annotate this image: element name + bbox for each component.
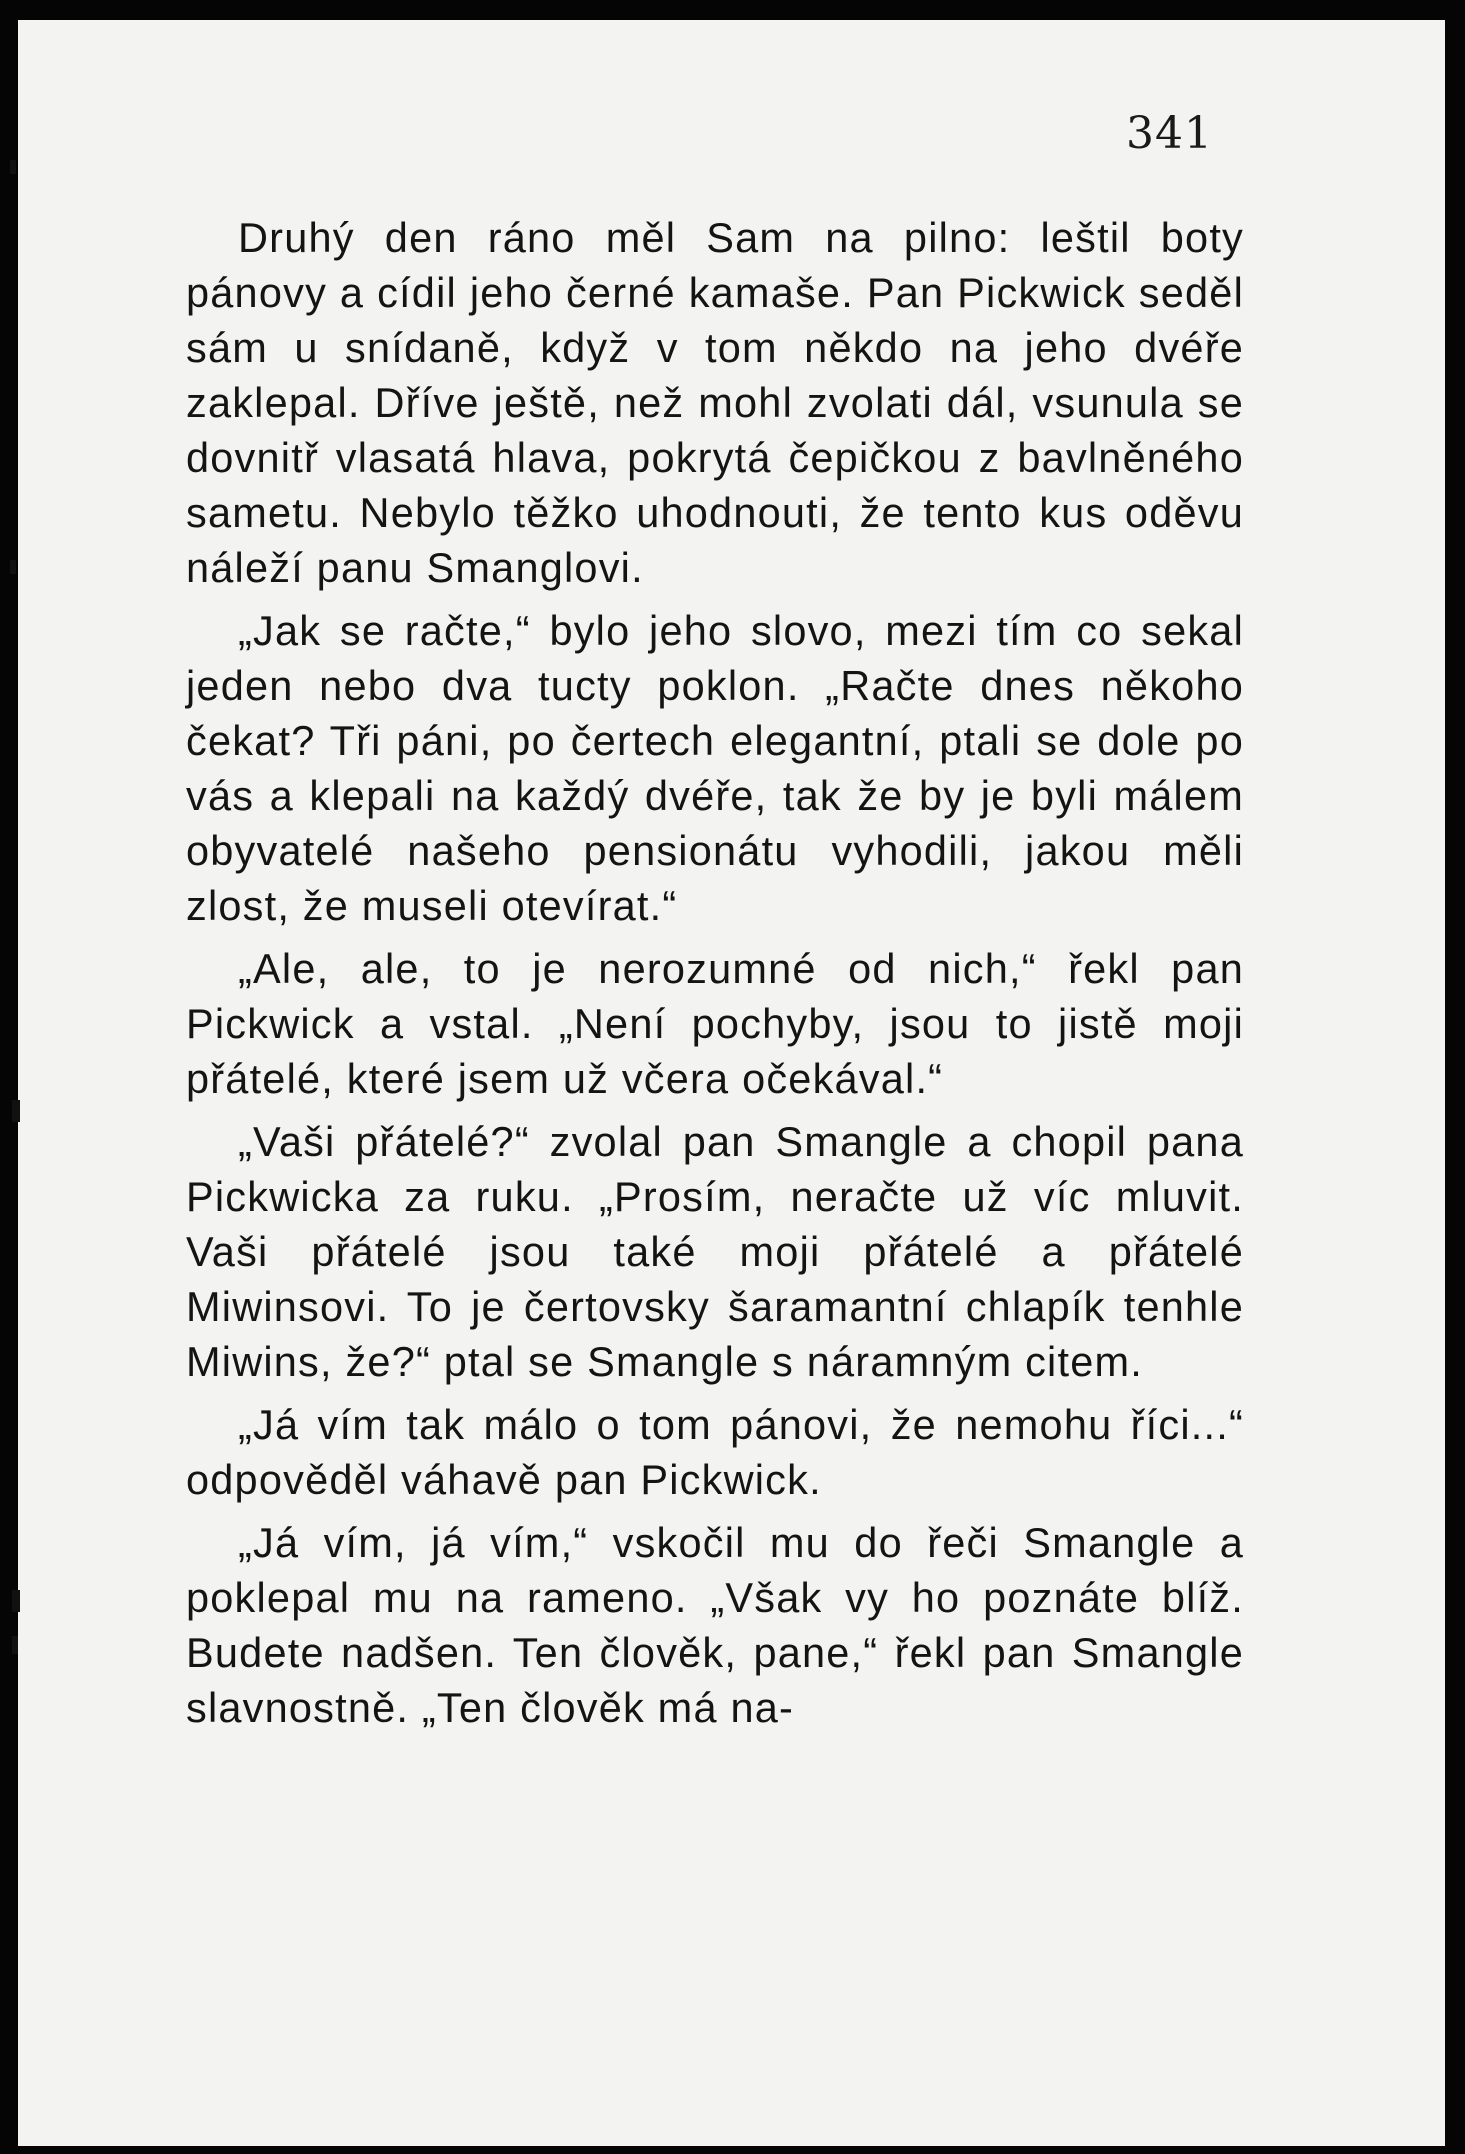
scan-artifact <box>10 160 16 174</box>
scan-artifact <box>12 1100 20 1122</box>
book-page <box>18 20 1445 2146</box>
scan-artifact <box>12 1590 20 1612</box>
paragraph: „Jak se račte,“ bylo jeho slovo, mezi tím co sekal jeden nebo dva tucty poklon. „Račte dnes někoho čekat? Tři páni, po čertech elegantní, ptali se dole po vás a klepali na každý dvéře, tak že by je byli málem obyvatelé našeho pensionátu vyhodili, jakou měli zlost, že museli otevírat.“ <box>186 607 1244 929</box>
paragraph: „Já vím, já vím,“ vskočil mu do řeči Smangle a poklepal mu na rameno. „Však vy ho poznáte blíž. Budete nadšen. Ten člověk, pane,“ řekl pan Smangle slavnostně. „Ten člověk má na- <box>186 1519 1244 1731</box>
paragraph: Druhý den ráno měl Sam na pilno: leštil boty pánovy a cídil jeho černé kamaše. Pan Pickwick seděl sám u snídaně, když v tom někdo na jeho dvéře zaklepal. Dříve ještě, než mohl zvolati dál, vsunula se dovnitř vlasatá hlava, pokrytá čepičkou z bavlněného sametu. Nebylo těžko uhodnouti, že tento kus oděvu náleží panu Smanglovi. <box>186 214 1244 591</box>
page-text <box>186 210 1244 1743</box>
scan-artifact <box>12 1636 18 1654</box>
page-number: 341 <box>1126 108 1213 159</box>
scan-artifact <box>10 560 16 574</box>
paragraph: „Já vím tak málo o tom pánovi, že nemohu říci...“ odpověděl váhavě pan Pickwick. <box>186 1401 1244 1503</box>
paragraph: „Vaši přátelé?“ zvolal pan Smangle a chopil pana Pickwicka za ruku. „Prosím, neračte už víc mluvit. Vaši přátelé jsou také moji přátelé a přátelé Miwinsovi. To je čertovsky šaramantní chlapík tenhle Miwins, že?“ ptal se Smangle s náramným citem. <box>186 1118 1244 1385</box>
paragraph: „Ale, ale, to je nerozumné od nich,“ řekl pan Pickwick a vstal. „Není pochyby, jsou to jistě moji přátelé, které jsem už včera očekával.“ <box>186 945 1244 1102</box>
